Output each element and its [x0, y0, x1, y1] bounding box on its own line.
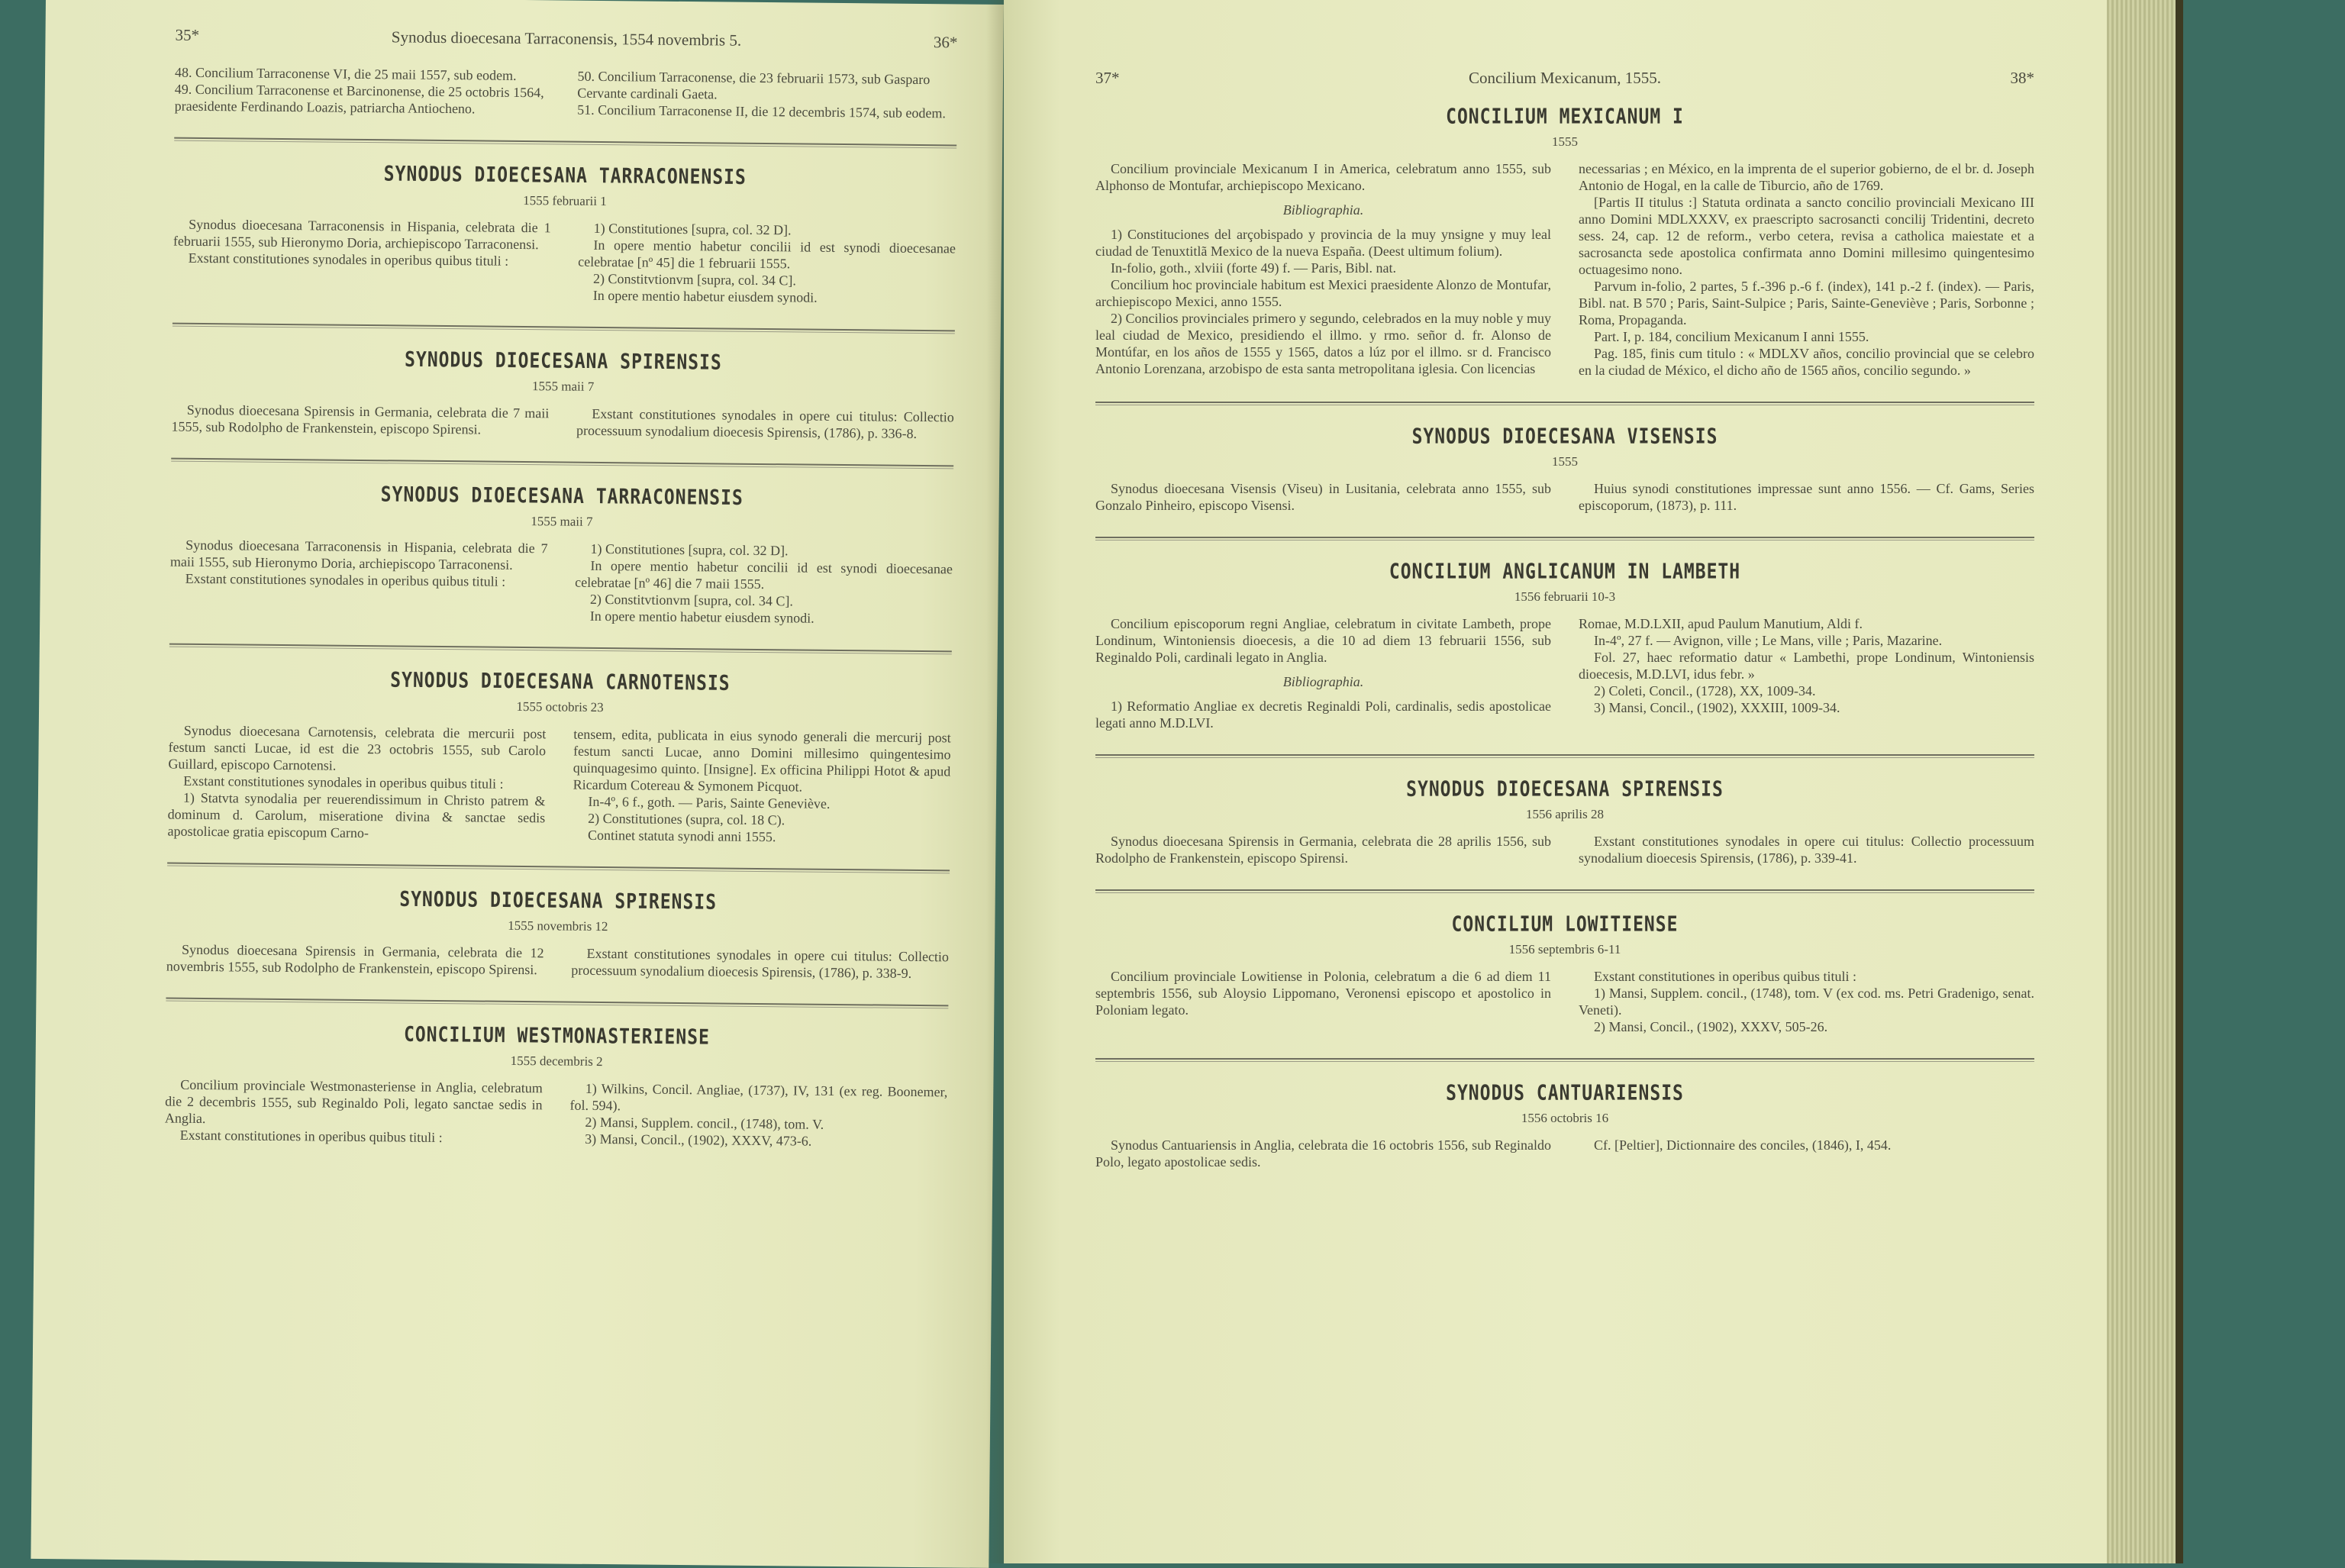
paragraph: Exstant constitutiones synodales in operibus quibus tituli : — [183, 773, 504, 792]
paragraph: 1) Mansi, Supplem. concil., (1748), tom. V (ex cod. ms. Petri Gradenigo, senat. Veneti). — [1579, 986, 2034, 1018]
section-lowitiense — [1095, 912, 2034, 1035]
section-title: SYNODUS DIOECESANA SPIRENSIS — [1406, 777, 1724, 802]
section-right-column — [1579, 615, 2034, 731]
page-number: 38* — [2010, 69, 2034, 87]
section-spirensis-maii — [172, 348, 955, 443]
paragraph: Exstant constitutiones synodales in operibus quibus tituli : — [185, 570, 506, 589]
paragraph: Part. I, p. 184, concilium Mexicanum I anni 1555. — [1594, 329, 1869, 344]
paragraph: In opere mentio habetur eiusdem synodi. — [589, 608, 814, 626]
divider — [169, 644, 952, 655]
paragraph: 2) Coleti, Concil., (1728), XX, 1009-34. — [1594, 683, 1816, 699]
left-page — [31, 0, 1004, 1568]
page-edges — [2107, 0, 2183, 1563]
section-right-column — [1579, 968, 2034, 1035]
section-right-column — [578, 220, 956, 308]
section-title: CONCILIUM MEXICANUM I — [1446, 105, 1684, 129]
paragraph: Exstant constitutiones in operibus quibus tituli : — [179, 1127, 443, 1146]
paragraph: 2) Constitutiones (supra, col. 18 C). — [588, 810, 785, 828]
section-date: 1555 octobris 23 — [516, 699, 604, 715]
section-title: SYNODUS DIOECESANA TARRACONENSIS — [383, 162, 747, 190]
section-left-column — [172, 402, 550, 439]
intro-right-column — [577, 68, 957, 122]
paragraph: Continet statuta synodi anni 1555. — [587, 827, 776, 845]
paragraph: Pag. 185, finis cum titulo : « MDLXV años, concilio provincial que se celebro en la ciudad de México, el dicho año de 1565 años, concilio segundo. » — [1579, 346, 2034, 378]
section-date: 1555 maii 7 — [531, 379, 595, 394]
paragraph: Exstant constitutiones in operibus quibus tituli : — [1594, 969, 1856, 984]
paragraph: Concilium episcoporum regni Angliae, celebratum in civitate Lambeth, prope Londinum, Wintoniensis dioecesis, a die 10 ad diem 13 februarii 1556, sub Reginaldo Poli, cardinali legato in Anglia. — [1095, 616, 1551, 665]
divider — [174, 137, 956, 149]
paragraph: tensem, edita, publicata in eius synodo generali die mercurij post festum sancti Lucae, anno Domini millesimo quingentesimo quinquagesimo quinto. [Insigne]. Ex officina Philippi Hotot & apud Ricardum Cotereau & Symonem Picquot. — [573, 726, 951, 795]
section-title: SYNODUS DIOECESANA SPIRENSIS — [399, 888, 718, 915]
section-right-column — [1579, 160, 2034, 379]
section-date: 1556 octobris 16 — [1521, 1111, 1609, 1125]
paragraph: Concilium provinciale Mexicanum I in America, celebratum anno 1555, sub Alphonso de Montufar, archiepiscopo Mexicano. — [1095, 161, 1551, 193]
section-date: 1555 decembris 2 — [510, 1053, 603, 1070]
intro-list — [175, 64, 958, 122]
section-date: 1556 februarii 10-3 — [1514, 589, 1616, 604]
section-right-column — [569, 1080, 947, 1151]
paragraph: 3) Mansi, Concil., (1902), XXXV, 473-6. — [585, 1131, 812, 1149]
paragraph: Synodus dioecesana Spirensis in Germania, celebrata die 12 novembris 1555, sub Rodolpho de Frankenstein, episcopo Spirensi. — [166, 941, 544, 978]
paragraph: Parvum in-folio, 2 partes, 5 f.-396 p.-6 f. (index), 141 p.-2 f. (index). — Paris, Bibl. nat. B 570 ; Paris, Saint-Sulpice ; Paris, Sainte-Geneviève ; Paris, Sorbonne ; Roma, Propaganda. — [1579, 279, 2034, 327]
running-title: Concilium Mexicanum, 1555. — [1469, 69, 1661, 87]
section-left-column — [1095, 480, 1551, 514]
open-book — [46, 0, 2153, 1563]
paragraph: [Partis II titulus :] Statuta ordinata a sancto concilio provinciali Mexicano III anno Domini MDLXXXV, ex praescripto sacrosancti concilij Tridentini, decreto sess. 24, cap. 12 de reform., verbo cetera, revisa a catholica maiestate et a sacrosancta sede apostolica confirmata anno Domini millesimo quingentesimo octuagesimo nono. — [1579, 195, 2034, 277]
section-left-column — [169, 537, 548, 624]
section-left-column — [165, 1076, 543, 1147]
section-tarraconensis-feb — [173, 163, 956, 308]
divider — [1095, 1058, 2034, 1062]
list-item: 50. Concilium Tarraconense, die 23 februarii 1573, sub Gasparo Cervante cardinali Gaeta. — [577, 68, 931, 102]
paragraph: 2) Constitvtionvm [supra, col. 34 C]. — [589, 591, 794, 609]
divider — [1095, 754, 2034, 758]
paragraph: Synodus dioecesana Spirensis in Germania, celebrata die 28 aprilis 1556, sub Rodolpho de Frankenstein, episcopo Spirensi. — [1095, 834, 1551, 866]
paragraph: In-4º, 27 f. — Avignon, ville ; Le Mans, ville ; Paris, Mazarine. — [1594, 633, 1943, 648]
section-left-column — [1095, 1137, 1551, 1170]
left-page-header — [175, 26, 957, 64]
paragraph: necessarias ; en México, en la imprenta de el superior gobierno, de el br. d. Joseph Antonio de Hogal, en la calle de Tiburcio, año de 1769. — [1579, 161, 2034, 193]
divider — [173, 323, 955, 334]
section-title: SYNODUS DIOECESANA VISENSIS — [1411, 424, 1718, 449]
section-left-column — [167, 722, 546, 844]
list-item: 49. Concilium Tarraconense et Barcinonense, die 25 octobris 1564, praesidente Ferdinando Loazis, patriarcha Antiocheno. — [174, 81, 544, 117]
page-number: 36* — [933, 33, 958, 52]
section-title: SYNODUS CANTUARIENSIS — [1446, 1081, 1684, 1105]
section-tarraconensis-maii — [169, 483, 953, 628]
section-left-column — [1095, 968, 1551, 1035]
section-carnotensis — [167, 669, 951, 847]
paragraph: 1) Constitutiones [supra, col. 32 D]. — [593, 220, 792, 238]
section-cantuariensis — [1095, 1083, 2034, 1170]
right-page — [1004, 0, 2126, 1563]
section-left-column — [173, 216, 551, 304]
paragraph: Romae, M.D.LXII, apud Paulum Manutium, Aldi f. — [1579, 616, 1863, 631]
paragraph: 2) Mansi, Concil., (1902), XXXV, 505-26. — [1594, 1019, 1828, 1034]
paragraph: Synodus dioecesana Tarraconensis in Hispania, celebrata die 7 maii 1555, sub Hieronymo Doria, archiepiscopo Tarraconensi. — [169, 537, 548, 573]
paragraph: Fol. 27, haec reformatio datur « Lambethi, prope Londinum, Wintoniensis dioecesis, M.D.LVI, idus febr. » — [1579, 650, 2034, 682]
section-spirensis-novembris — [166, 888, 950, 982]
paragraph: Concilium provinciale Westmonasteriense in Anglia, celebratum die 2 decembris 1555, sub Reginaldo Poli, legato sanctae sedis in Anglia. — [164, 1076, 543, 1127]
paragraph: Synodus dioecesana Visensis (Viseu) in Lusitania, celebrata anno 1555, sub Gonzalo Pinheiro, episcopo Visensi. — [1095, 481, 1551, 513]
section-spirensis-aprilis — [1095, 779, 2034, 866]
paragraph: In-folio, goth., xlviii (forte 49) f. — Paris, Bibl. nat. — [1111, 260, 1396, 276]
divider — [171, 458, 953, 469]
paragraph: Exstant constitutiones synodales in opere cui titulus: Collectio processuum synodalium dioecesis Spirensis, (1786), p. 338-9. — [571, 945, 950, 981]
section-date: 1555 — [1552, 134, 1578, 149]
section-title: CONCILIUM LOWITIENSE — [1451, 912, 1679, 937]
section-title: SYNODUS DIOECESANA SPIRENSIS — [404, 348, 722, 375]
section-right-column — [1579, 1137, 2034, 1170]
section-right-column — [1579, 833, 2034, 866]
running-title: Synodus dioecesana Tarraconensis, 1554 novembris 5. — [391, 27, 742, 50]
section-date: 1555 — [1552, 454, 1578, 469]
paragraph: Exstant constitutiones synodales in opere cui titulus: Collectio processuum synodalium dioecesis Spirensis, (1786), p. 339-41. — [1579, 834, 2034, 866]
section-right-column — [573, 726, 951, 847]
section-title: CONCILIUM ANGLICANUM IN LAMBETH — [1389, 560, 1741, 584]
section-mexicanum — [1095, 107, 2034, 379]
section-westmonasteriense — [165, 1023, 948, 1151]
paragraph: 1) Constituciones del arçobispado y provincia de la muy ynsigne y muy leal ciudad de Tenuxtitlã Mexico de la nueva España. (Deest ultimum folium). — [1095, 227, 1551, 259]
divider — [167, 863, 950, 874]
section-title: SYNODUS DIOECESANA TARRACONENSIS — [380, 482, 743, 511]
section-date: 1555 maii 7 — [531, 514, 593, 529]
section-title: CONCILIUM WESTMONASTERIENSE — [403, 1023, 711, 1050]
page-number: 35* — [175, 25, 200, 44]
intro-left-column — [175, 64, 555, 118]
section-left-column — [1095, 160, 1551, 379]
section-left-column — [1095, 615, 1551, 731]
paragraph: 2) Concilios provinciales primero y segundo, celebrados en la muy noble y muy leal ciudad de Mexico, presidiendo el illmo. y rmo. señor d. fr. Alonso de Montúfar, en los años de 1555 y 1565, datos a lúz por el illmo. sr d. Francisco Antonio Lorenzana, arzobispo de esta santa metropolitana iglesia. Con licencias — [1095, 311, 1551, 376]
paragraph: In-4º, 6 f., goth. — Paris, Sainte Geneviève. — [588, 793, 831, 811]
paragraph: Huius synodi constitutiones impressae sunt anno 1556. — Cf. Gams, Series episcoporum, (1873), p. 111. — [1579, 481, 2034, 513]
paragraph: Synodus dioecesana Tarraconensis in Hispania, celebrata die 1 februarii 1555, sub Hieronymo Doria, archiepiscopo Tarraconensi. — [173, 216, 551, 253]
paragraph: 1) Statvta synodalia per reuerendissimum in Christo patrem & dominum d. Carolum, miseratione divina & sanctae sedis apostolicae gratia episcopum Carno- — [167, 789, 546, 841]
section-lambeth — [1095, 562, 2034, 731]
subheading: Bibliographia. — [1282, 202, 1364, 218]
page-number: 37* — [1095, 69, 1120, 87]
paragraph: 1) Reformatio Angliae ex decretis Reginaldi Poli, cardinalis, sedis apostolicae legati anno M.D.LVI. — [1095, 699, 1551, 731]
paragraph: Exstant constitutiones synodales in operibus quibus tituli : — [188, 250, 509, 269]
paragraph: 1) Constitutiones [supra, col. 32 D]. — [590, 540, 789, 559]
paragraph: 2) Mansi, Supplem. concil., (1748), tom. V. — [585, 1114, 824, 1132]
section-right-column — [575, 540, 953, 628]
divider — [1095, 537, 2034, 540]
divider — [1095, 402, 2034, 405]
paragraph: 1) Wilkins, Concil. Angliae, (1737), IV, 131 (ex reg. Boonemer, fol. 594). — [569, 1080, 948, 1114]
paragraph: Concilium provinciale Lowitiense in Polonia, celebratum a die 6 ad diem 11 septembris 1556, sub Aloysio Lippomano, Veronensi episcopo et apostolico in Poloniam legato. — [1095, 969, 1551, 1018]
paragraph: 3) Mansi, Concil., (1902), XXXIII, 1009-34. — [1594, 700, 1840, 715]
paragraph: Exstant constitutiones synodales in opere cui titulus: Collectio processuum synodalium dioecesis Spirensis, (1786), p. 336-8. — [576, 405, 954, 441]
paragraph: In opere mentio habetur concilii id est synodi dioecesanae celebratae [nº 46] die 7 maii 1555. — [575, 557, 953, 592]
paragraph: In opere mentio habetur eiusdem synodi. — [592, 287, 818, 305]
section-date: 1556 aprilis 28 — [1526, 807, 1604, 821]
paragraph: In opere mentio habetur concilii id est synodi dioecesanae celebratae [nº 45] die 1 februarii 1555. — [578, 237, 956, 272]
list-item: 51. Concilium Tarraconense II, die 12 decembris 1574, sub eodem. — [577, 102, 946, 121]
divider — [1095, 889, 2034, 893]
section-date: 1556 septembris 6-11 — [1508, 942, 1621, 957]
section-right-column — [571, 945, 949, 982]
section-title: SYNODUS DIOECESANA CARNOTENSIS — [390, 669, 731, 695]
subheading: Bibliographia. — [1282, 674, 1364, 689]
list-item: 48. Concilium Tarraconense VI, die 25 maii 1557, sub eodem. — [174, 64, 517, 83]
section-date: 1555 februarii 1 — [523, 192, 607, 209]
section-left-column — [166, 941, 544, 979]
divider — [166, 998, 948, 1009]
section-right-column — [1579, 480, 2034, 514]
section-date: 1555 novembris 12 — [508, 918, 608, 934]
paragraph: Synodus dioecesana Carnotensis, celebrata die mercurii post festum sancti Lucae, id est die 23 octobris 1555, sub Carolo Guillard, episcopo Carnotensi. — [168, 722, 547, 773]
section-left-column — [1095, 833, 1551, 866]
right-page-header — [1095, 69, 2034, 99]
paragraph: Concilium hoc provinciale habitum est Mexici praesidente Alonzo de Montufar, archiepiscopo Mexici, anno 1555. — [1095, 277, 1551, 309]
paragraph: 2) Constitvtionvm [supra, col. 34 C]. — [592, 270, 797, 289]
paragraph: Cf. [Peltier], Dictionnaire des conciles, (1846), I, 454. — [1594, 1137, 1892, 1153]
section-right-column — [576, 405, 954, 443]
paragraph: Synodus Cantuariensis in Anglia, celebrata die 16 octobris 1556, sub Reginaldo Polo, legato apostolicae sedis. — [1095, 1137, 1551, 1170]
paragraph: Synodus dioecesana Spirensis in Germania, celebrata die 7 maii 1555, sub Rodolpho de Frankenstein, episcopo Spirensi. — [171, 402, 550, 437]
section-visensis — [1095, 424, 2034, 514]
